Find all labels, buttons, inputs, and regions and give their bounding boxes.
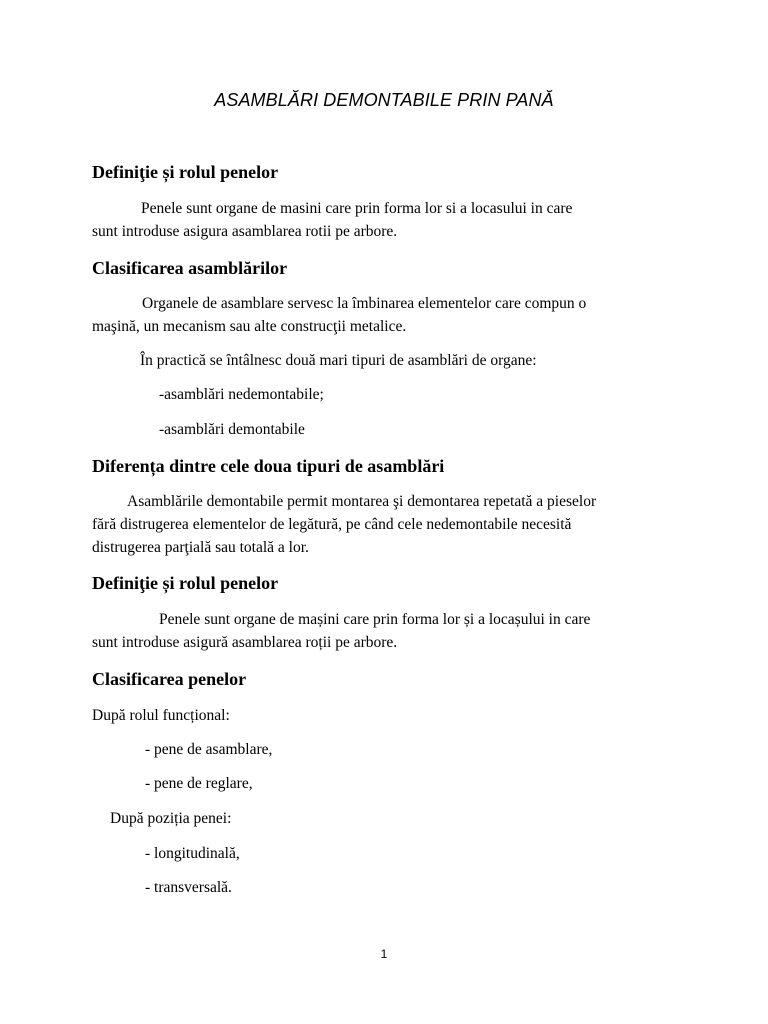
paragraph-line: În practică se întâlnesc două mari tipuri de asamblări de organe: — [140, 352, 537, 369]
list-item: -asamblări demontabile — [159, 421, 305, 438]
list-item: - pene de asamblare, — [145, 741, 273, 758]
paragraph-line: După rolul funcțional: — [92, 707, 230, 724]
paragraph-line: sunt introduse asigură asamblarea roții pe arbore. — [92, 634, 398, 651]
section-heading: Definiţie și rolul penelor — [92, 162, 279, 182]
paragraph-line: Penele sunt organe de masini care prin forma lor si a locasului in care — [141, 200, 573, 217]
paragraph-line: Asamblările demontabile permit montarea şi demontarea repetată a pieselor — [127, 493, 597, 510]
document-title: ASAMBLĂRI DEMONTABILE PRIN PANĂ — [214, 90, 554, 110]
section-heading: Diferența dintre cele doua tipuri de asamblări — [92, 456, 445, 476]
paragraph-line: distrugerea parţială sau totală a lor. — [92, 539, 309, 556]
section-heading: Definiţie și rolul penelor — [92, 573, 279, 593]
list-item: - pene de reglare, — [145, 775, 253, 792]
section-heading: Clasificarea asamblărilor — [92, 258, 288, 278]
section-heading: Clasificarea penelor — [92, 669, 247, 689]
paragraph-line: Organele de asamblare servesc la îmbinarea elementelor care compun o — [142, 295, 587, 312]
paragraph-line: maşină, un mecanism sau alte construcţii metalice. — [92, 318, 407, 335]
paragraph-line: După poziția penei: — [110, 810, 232, 827]
paragraph-line: Penele sunt organe de mașini care prin forma lor și a locașului in care — [159, 611, 591, 628]
page-number: 1 — [380, 947, 388, 961]
list-item: - longitudinală, — [145, 845, 240, 862]
list-item: - transversală. — [145, 879, 232, 896]
list-item: -asamblări nedemontabile; — [159, 386, 324, 403]
paragraph-line: fără distrugerea elementelor de legătură, pe când cele nedemontabile necesită — [92, 516, 572, 533]
paragraph-line: sunt introduse asigura asamblarea rotii pe arbore. — [92, 223, 398, 240]
